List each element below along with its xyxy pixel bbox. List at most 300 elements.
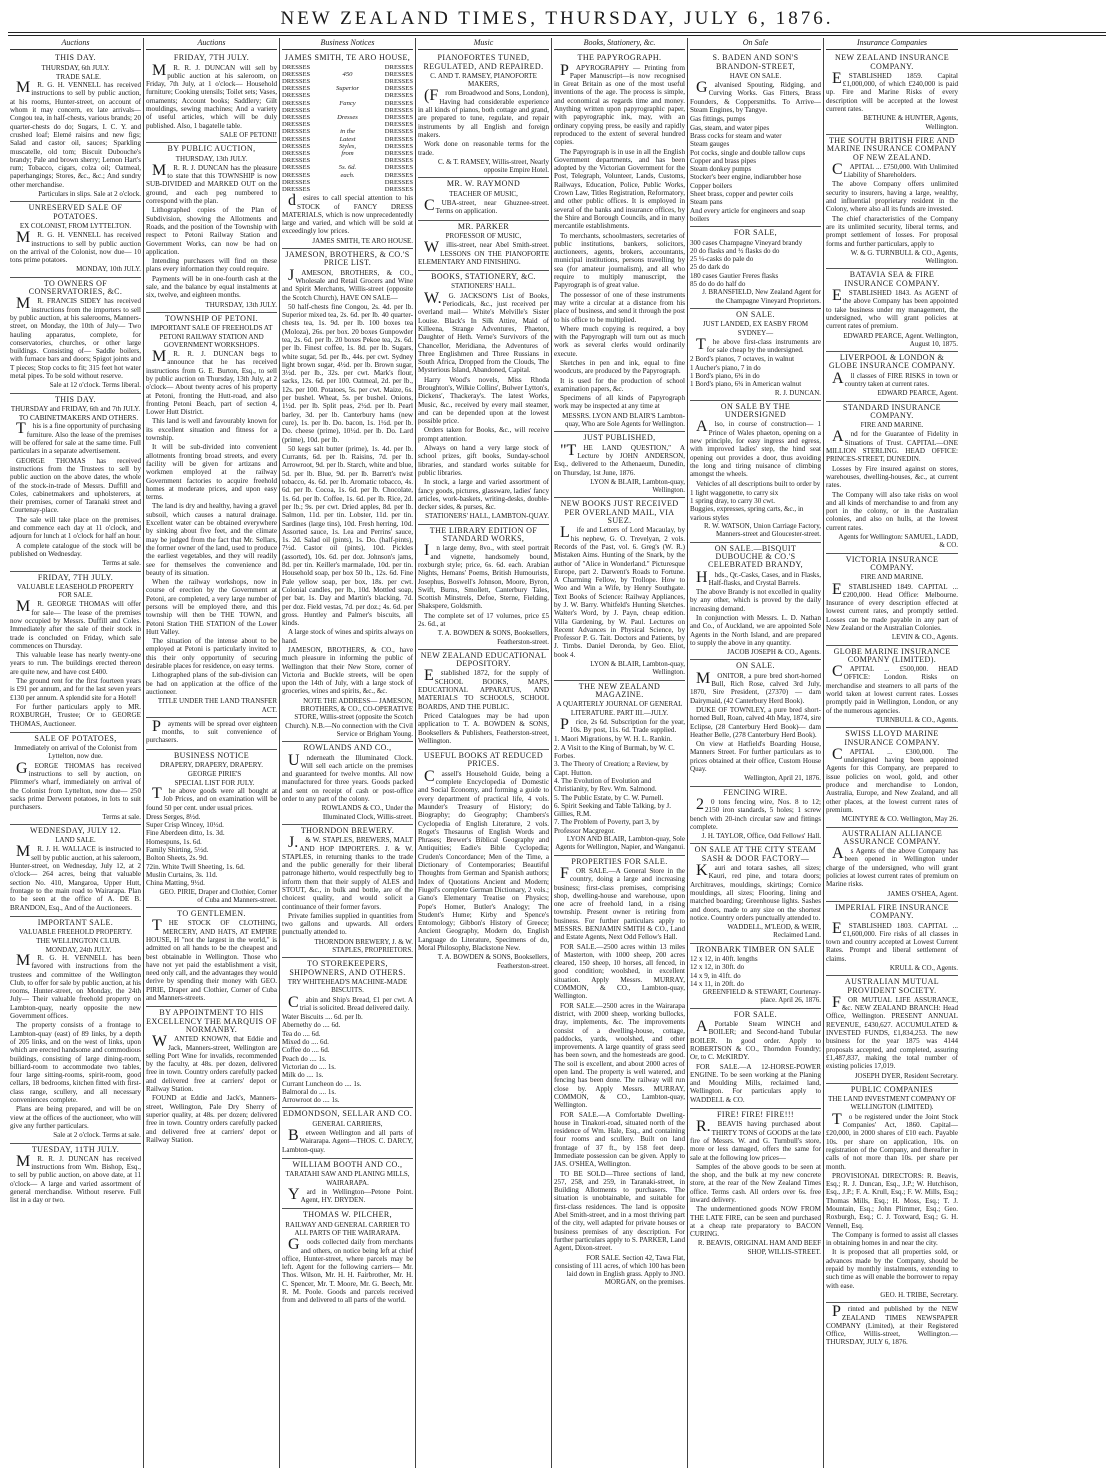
ad-signature: LYON AND BLAIR, Lambton-quay, Sole Agents for Wellington, Napier, and Wanganui. — [555, 835, 685, 852]
dresses-cell: DRESSES — [384, 157, 413, 165]
ad-title: ON SALE. — [736, 661, 775, 671]
dresses-row — [282, 92, 413, 99]
dresses-cell: in the — [340, 128, 355, 136]
ad-signature: EDWARD PEARCE, Agent. Wellington, August 10, 1875. — [843, 331, 958, 348]
dresses-cell: DRESSES — [282, 85, 311, 93]
ad-paragraph: Also, in course of construction— 1 Prince of Wales phaeton, opening on a new principle, for easy ingress and egress, with improved ladies' step, the hind seat opening out provides a door, thus avoiding the long and tiring nuisance of climbing amongst the wheels. — [690, 418, 821, 479]
ad-signature: FOR SALE. Section 42, Tawa Flat, consisting of 111 acres, of which 100 has been laid down in English grass. Apply to JNO. MORGAN, on the premises. — [554, 1253, 685, 1287]
column-3 — [280, 38, 416, 1468]
dresses-row — [282, 136, 413, 143]
ad-list-item: Victorian do .... 1s. — [282, 1062, 336, 1071]
ad-title: ON SALE. — [736, 309, 775, 319]
dresses-cell: each. — [340, 171, 355, 179]
ad-paragraph: Plans are being prepared, and will be on view at the offices of the auctioneer, who will give any further particulars. — [10, 1105, 141, 1130]
ad-paragraph: The above Company offers unlimited security to insurers, having a large, wealthy, and influential proprietary resident in the Colony, where also all its funds are invested. — [826, 180, 958, 214]
ad-title: BY APPOINTMENT TO HIS EXCELLENCY THE MARQUIS OF NORMANBY. — [146, 1008, 277, 1034]
ad-signature: JAMES O'SHEA, Agent. — [887, 889, 958, 898]
advertisement — [10, 278, 141, 394]
ad-paragraph: Price, 2s 6d. Subscription for the year, 10s. By post, 11s. 6d. Trade supplied. — [560, 715, 685, 735]
ad-paragraph: To be registered under the Joint Stock Companies' Act, 1860. Capital—£20,000, in 2000 shares of £10 each. Payable 10s. per share on application, 10s. on registration of the Company, and thereafter in calls of not more than 10s. per share per month. — [826, 1110, 958, 1171]
dresses-row — [282, 107, 413, 114]
ad-list-item: Arrowroot do .... 1s. — [282, 1096, 340, 1105]
dresses-cell: DRESSES — [384, 114, 413, 122]
dresses-cell: Styles, — [338, 142, 357, 150]
ad-paragraph: The situation of the intense about to be employed at Petoni is particularly invited to this their only opportunity of securing desirable places for residence, on easy terms. — [146, 637, 277, 671]
dresses-cell: DRESSES — [282, 63, 311, 71]
dresses-cell: DRESSES — [282, 178, 311, 186]
ad-paragraph: And for the Guarantee of Fidelity in Situations of Trust. CAPITAL—ONE MILLION STERLING. HEAD OFFICE: PRINCES-STREET, DUNEDIN. — [826, 428, 958, 464]
ad-paragraph: Samples of the above goods to be seen at the shop, and the bulk at my new concrete store, at the rear of the New Zealand Times office. Terms cash. All orders over 6s. free inward delivery. — [690, 1162, 821, 1204]
ad-title: THOMAS W. PILCHER, — [303, 1210, 392, 1220]
ad-paragraph: WANTED KNOWN, that Eddie and Jack, Manners-street, Wellington are selling Port Wine for invalids, recommended by the faculty, at 48s. per dozen, delivered free in town. Country orders carefully packed and delivered free at carriers' depot or Railway Station. — [146, 1033, 277, 1094]
ad-signature: R. J. DUNCAN. — [774, 388, 821, 397]
advertisement — [690, 844, 821, 943]
ad-paragraph: Galvanised Spouting, Ridging, and Curving Works. Gas Fitters, Brass Founders, & Coppersmiths. To Arrive—Steam Engines, by Tangye. — [690, 79, 821, 115]
column-7 — [824, 38, 960, 1468]
ad-title: TUESDAY, 11TH JULY. — [31, 1144, 120, 1154]
ad-list-item: 1. Maori Migrations, by W. H. L. Rankin. — [554, 735, 673, 744]
ad-list-item: And every article for engineers and soap boilers — [690, 206, 806, 223]
ad-subtitle: Immediately on arrival of the Colonist from Lyttelton, now due. — [14, 744, 137, 761]
dresses-cell: DRESSES — [384, 186, 413, 194]
advertisement — [826, 554, 958, 646]
column-header: Books, Stationery, &c. — [554, 38, 685, 50]
ad-list-item: 1 Bord's piano, 6¾ in American walnut — [690, 380, 802, 389]
ad-paragraph: In conjunction with Messrs. L. D. Nathan and Co., of Auckland, we are appointed Sole Agents in the North Island, and are prepared to supply the above in any quantity. — [690, 614, 821, 647]
advertisement — [146, 750, 277, 908]
ad-list-item: Sheet brass, copper and pewter coils — [690, 190, 794, 199]
ad-paragraph: MR. J. H. WALLACE is instructed to sell by public auction, at his saleroom, Hunter-street, on Wednesday, July 12, at 2 o'clock— 264 acres, being that valuable section No. 410, Mangaroa, Upper Hutt, frontage to the main road to Wairarapa. Plan to be seen at the office of A. DE B. BRANDON, Esq., And of the Auctioneers. — [10, 843, 141, 912]
ad-list-item: 20 do flasks and ½ flasks do do — [690, 246, 780, 255]
ad-title: TOWNSHIP OF PETONI. — [164, 313, 258, 323]
ad-paragraph: It will be sub-divided into convenient allotments fronting broad streets, and every facility will be given for artizans and workmen employed at the railway Government factories to acquire freehold homes at moderate prices, and upon easy terms. — [146, 443, 277, 502]
ad-list-item: Buggies, expresses, spring carts, &c., in various styles — [690, 505, 804, 522]
ad-list-item: Gas, steam, and water pipes — [690, 123, 770, 132]
dresses-cell: DRESSES — [384, 121, 413, 129]
ad-list-item: 7. The Problem of Poverty, part 3, by Professor Macgregor. — [554, 818, 660, 835]
dresses-cell: Latest — [339, 135, 356, 143]
dresses-cell: DRESSES — [384, 63, 413, 71]
advertisement — [826, 1084, 958, 1303]
advertisement — [10, 52, 141, 202]
ad-signature: TURNBULL & CO., Agents. — [875, 715, 958, 724]
ad-paragraph: Where much copying is required, a boy with the Papyrograph will turn out as much work as several clerks would ordinarily execute. — [554, 324, 685, 358]
dresses-cell: DRESSES — [282, 150, 311, 158]
ad-title: TO GENTLEMEN. — [177, 909, 246, 919]
ad-signature: BETHUNE & HUNTER, Agents, Wellington. — [863, 114, 958, 131]
ad-title: FENCING WIRE. — [723, 787, 788, 797]
ad-subtitle: LAND SALE. — [55, 836, 96, 845]
column-header: Business Notices — [282, 38, 413, 50]
ad-list-item: Super Crisp Wincey, 10½d. — [146, 821, 224, 830]
dresses-cell: DRESSES — [282, 157, 311, 165]
dresses-cell: from — [341, 150, 354, 158]
ad-paragraph: The chief characteristics of the Company are its unlimited security, liberal terms, and prompt settlement of losses. For proposal forms and further particulars, apply to — [826, 214, 958, 248]
dresses-row — [282, 121, 413, 128]
ad-paragraph: Life and Letters of Lord Macaulay, by his nephew, G. O. Trevelyan, 2 vols. Records of the Past, vol. 6. Greg's (W. R.) Mistaken Aims. Hunting of the Snark, by the author of "Alice in Wonderland." Picturesque Europe, part 2. Darwent's Roads to Fortune. A Charming Fellow, by Trollope. How to Woo and Win a Wife, by Henry Southgate. Text Books of Science: Railway Appliances, by J. W. Barry. Whitfeld's Hunting Sketches. Walter's Word, by J. Payn, cheap edition. Villa Gardening, by W. Paul. Lectures on Recent Advances in Physical Science, by Professor P. G. Tait. Doctors and Patients, by J. Timbs. Daniel Deronda, by Geo. Eliot, book 4. — [554, 524, 685, 659]
ad-paragraph: 50 half-chests fine Congou, 2s. 4d. per lb. Superior mixed tea, 2s. 6d. per lb. 40 quarter-chests tea, 1s. 9d. per lb. 100 boxes tea (Moloza), 26s. per box. 20 boxes Gunpowder tea, 2s. 6d. per lb. 20 boxes Pekoe tea, 2s. 6d. per lb. Finest coffee, 1s. 8d. per lb. Sugars, white sugar, 5d. per lb., 44s. per cwt. Sydney light brown sugar, 4½d. per lb. Brown sugar, 3½d. per lb., 32s. per cwt. Mark's flour, sacks, 12s. 6d. per 100. Oatmeal, 2d. per lb., 12s. per 100. Potatoes, 5s. per cwt. Maize, 6s. per bushel. Wheat, 5s. per bushel. Onions, 1½d. per lb. Split peas, 2½d. per lb. Pearl barley, 3d. per lb. Canterbury hams (new cure), 1s. per lb. Do. bacon, 1s. 1½d. per lb. Do. cheese (prime), 10½d. per lb. Do. Lard (prime), 10d. per lb. — [282, 302, 413, 444]
ad-signature: MCINTYRE & CO. Wellington, May 26. — [841, 815, 958, 824]
advertisement — [10, 733, 141, 825]
advertisement — [826, 976, 958, 1084]
ad-paragraph: When the railway workshops, now in course of erection by the Government at Petoni, are completed, a very large number of persons will be employed there, and this township will then be THE TOWN, and Petoni Station THE STATION of the Lower Hutt Valley. — [146, 578, 277, 636]
advertisement — [418, 525, 549, 650]
ad-list-item: Coffee do .... 6d. — [282, 1046, 330, 1055]
dresses-row — [282, 114, 413, 121]
ad-paragraph: FOR SALE.—2500 acres in the Wairarapa district, with 2000 sheep, working bullocks, dray, implements, &c. The improvements consist of a dwelling-house, cottage, paddocks, yards, woolshed, and other improvements. A large quantity of grass seed has been sown, and the homesteads are good. The soil is excellent, and about 2000 acres of open land. The property is well watered, and fencing has been done. The railway will run close by. Apply Messrs. MURRAY, COMMON, & CO., Lambton-quay, Wellington. — [554, 1001, 685, 1110]
ad-list-item: 25 ¼-casks do pale do — [690, 255, 754, 264]
ad-paragraph: Underneath the Illuminated Clock. Will sell each article on the premises and guaranteed for twelve months. All now manufactured for three years. Goods packed and sent on receipt of cash or post-office order to any part of the colony. — [282, 751, 413, 804]
ad-paragraph: The Company will also take risks on wool and all kinds of merchandise to and from any port in the colony, or in the Australian colonies, and also on hulls, at the lowest current rates. — [826, 490, 958, 532]
ad-title: BATAVIA SEA & FIRE INSURANCE COMPANY. — [844, 270, 940, 288]
dresses-cell: DRESSES — [282, 106, 311, 114]
advertisement — [690, 1009, 821, 1109]
ad-paragraph: Losses by Fire insured against on stores, warehouses, dwelling-houses, &c., at current rates. — [826, 464, 958, 490]
ad-title: ON SALE AT THE CITY STEAM SASH & DOOR FACTORY— — [694, 845, 817, 863]
ad-paragraph: ESTABLISHED 1803. CAPITAL ... £1,600,000. Fire risks of all classes in town and country accepted at Lowest Current Rates. Prompt and liberal settlement of claims. — [826, 919, 958, 963]
advertisement — [146, 908, 277, 1007]
ad-list — [690, 355, 821, 388]
ad-signature: W. & G. TURNBULL & CO., Agents, Wellington. — [850, 248, 958, 266]
advertisement — [826, 1303, 958, 1350]
ad-paragraph: DUKE OF TOWNLEY, a pure bred short-horned Bull, Roan, calved 4th May, 1874, sire Eclipse, (28 Canterbury Herd Book)— dam Heather Belle, (278 Canterbury Herd Book). — [690, 705, 821, 739]
ad-line: TO CABINETMAKERS AND OTHERS. — [18, 414, 139, 423]
dresses-cell: DRESSES — [384, 178, 413, 186]
ad-title: ON SALE.—BISQUIT DUBOUCHE & CO.'S CELEBRATED BRANDY, — [707, 543, 804, 570]
ad-paragraph: desires to call special attention to his STOCK of FANCY DRESS MATERIALS, which is now unprecedentedly large and varied, and which will be sold at exceedingly low prices. — [282, 192, 413, 236]
ad-subtitle: VALUABLE LEASEHOLD PROPERTY FOR SALE. — [17, 582, 134, 600]
ad-title: THE PAPYROGRAPH. — [577, 53, 662, 63]
ad-paragraph: Willis-street, near Abel Smith-street. LESSONS ON THE PIANOFORTE ELEMENTARY AND FINISHING. — [418, 239, 549, 266]
advertisement — [554, 856, 685, 1290]
advertisement — [690, 944, 821, 1009]
ad-paragraph: MONITOR, a pure bred short-horned Bull, Rich Rose, calved 3rd July, 1870, Sire President, (27370) — dam Dairymaid, (42 Canterbury Herd Book). — [690, 669, 821, 705]
ad-title: MR. W. RAYMOND — [446, 179, 521, 189]
ad-paragraph: Established 1872, for the supply of SCHOOL BOOKS, MAPS, EDUCATIONAL APPARATUS, AND MATERIALS TO SCHOOLS, SCHOOL BOARDS, AND THE PUBLIC. — [418, 667, 549, 711]
ad-subtitle: A QUARTERLY JOURNAL OF GENERAL LITERATURE. PART III.—JULY. — [556, 700, 683, 717]
dresses-cell: DRESSES — [384, 135, 413, 143]
ad-paragraph: In large demy, 8vo., with steel portrait and vignette, handsomely bound, roxburgh style; price, 6s. 6d. each. Arabian Nights, Hemans' Poems, British Humourists, Josephus, Boswell's Johnson, Moore, Byron, Swift, Burns, Smollett, Canterbury Tales, Scottish Minstrels, Defoe, Sterne, Fielding, Shakspere, Goldsmith. — [418, 542, 549, 611]
dresses-row — [282, 143, 413, 150]
dresses-row — [282, 164, 413, 171]
advertisement — [690, 401, 821, 543]
ad-signature: J. H. TAYLOR, Office, Odd Fellows' Hall. — [701, 832, 821, 841]
ad-list-item: Copper boilers — [690, 181, 732, 190]
ad-paragraph: FOR SALE.—A Comfortable Dwelling-house in Tinakori-road, situated north of the residence of Wm. Hale, Esq., and containing four rooms and scullery. Built on land frontage of 37 ft., by 158 feet deep. Immediate possession can be given. Apply to JAS. O'SHEA, Wellington. — [554, 1110, 685, 1169]
advertisement — [418, 271, 549, 525]
dresses-cell: DRESSES — [282, 121, 311, 129]
ad-signature: Particulars in slips. Sale at 2 o'clock. — [38, 190, 141, 199]
ad-list-item: Brass cocks for steam and water — [690, 131, 782, 140]
ad-signature: WADDELL, M'LEOD, & WEIR, Reclaimed Land. — [727, 923, 821, 940]
ad-subtitle: PROFESSOR OF MUSIC, — [445, 231, 522, 240]
ad-paragraph: It is proposed that all properties sold, or advances made by the Company, should be repaid by monthly instalments, extending to such time as will enable the borrower to repay with ease. — [826, 1248, 958, 1290]
ad-paragraph: The undermentioned goods NOW FROM THE LATE FIRE, can be seen and purchased at a cheap rate preparatory to BACON CURING. — [690, 1205, 821, 1239]
ad-list-item: Copper and brass pipes — [690, 156, 756, 165]
advertisement — [146, 143, 277, 313]
ad-paragraph: The complete set of 17 volumes, price £5 2s. 6d., at — [418, 611, 549, 628]
ad-paragraph: Payments will be spread over eighteen months, to suit convenience of purchasers. — [146, 717, 277, 745]
dresses-row — [282, 128, 413, 135]
ad-paragraph: Private families supplied in quantities from two gallons and upwards. All orders punctually attended to. — [282, 911, 413, 937]
ad-list-item: 180 cases Gautier Freres flasks — [690, 271, 779, 280]
ad-paragraph: The above goods were all bought at Job Prices, and on examination will be found 50 per cent. under usual prices. — [146, 784, 277, 812]
advertisement — [10, 917, 141, 1144]
ad-signature: T. A. BOWDEN & SONS, Booksellers, Featherston-street. — [437, 629, 549, 646]
ad-list-item: Water Biscuits .... 6d. per lb. — [282, 1013, 363, 1022]
ad-paragraph: MR. R. J. DUNCAN has the pleasure to state that this TOWNSHIP is now SUB-DIVIDED and MARKED OUT on the ground, and each peg numbered to correspond with the plan. — [146, 161, 277, 206]
dresses-cell: DRESSES — [384, 78, 413, 85]
ad-paragraph: CUBA-street, near Ghuznee-street. Terms on application. — [424, 197, 549, 216]
advertisement — [282, 825, 413, 958]
ad-title: EDMONDSON, SELLAR AND CO. — [282, 1109, 413, 1119]
advertisement — [826, 828, 958, 902]
ad-paragraph: JAMESON, BROTHERS, & CO., have much pleasure in informing the public of Wellington that their New Store, corner of Victoria and Buckle streets, will be open upon the 14th of July, with a large stock of groceries, wines and spirits, &c., &c. — [282, 645, 413, 696]
ad-title: THE NEW ZEALAND MAGAZINE. — [578, 681, 661, 699]
ad-signature: SALE OF PETONI! — [219, 130, 277, 139]
dresses-row — [282, 157, 413, 164]
masthead-rule — [8, 32, 1106, 36]
ad-subtitle: IMPORTANT SALE OF FREEHOLDS AT PETONI RAILWAY STATION AND GOVERNMENT WORKSHOPS. — [150, 324, 273, 349]
ad-title: USEFUL BOOKS AT REDUCED PRICES. — [423, 751, 544, 769]
ad-subtitle: THURSDAY and FRIDAY, 6th and 7th JULY. — [10, 404, 141, 413]
advertisement — [282, 742, 413, 825]
ad-paragraph: This valuable lease has nearly twenty-one years to run. The buildings erected thereon are quite new, and have cost £400. — [10, 651, 141, 676]
ad-title: JAMESON, BROTHERS, & CO.'S PRICE LIST. — [285, 250, 410, 268]
ad-paragraph: ESTABLISHED 1859. Capital £1,000,000, of which £240,000 is paid up. Fire and Marine Risks of every description will be accepted at the lowest current rates. — [826, 69, 958, 114]
ad-list-item: 85 do do do half do — [690, 280, 746, 289]
ad-list-item: China Matting, 9½d. — [146, 879, 205, 888]
ad-paragraph: Priced Catalogues may be had upon application to T. A. BOWDEN & SONS, Booksellers & Publishers, Featherston-street, Wellington. — [418, 711, 549, 745]
advertisement — [282, 1209, 413, 1308]
ad-title: IRONBARK TIMBER ON SALE — [696, 944, 815, 954]
ad-paragraph: THE STOCK OF CLOTHING, MERCERY, AND HATS, AT EMPIRE HOUSE, H "not the largest in the world," is admitted on all hands to be the cheapest and best obtainable in Wellington. Those who have not yet paid the establishment a visit, need only call, and the advantages they would derive by spending their money with GEO. PIRIE, Draper and Clothier, Corner of Cuba and Manners-streets. — [146, 917, 277, 1003]
ad-paragraph: 20 tons fencing wire, Nos. 8 to 12; 2150 iron standards, 5 holes; 1 screw bench with 20-inch circular saw and fittings complete. — [690, 795, 821, 831]
dresses-cell: 5s. 6d. — [338, 164, 357, 172]
advertisement — [826, 402, 958, 554]
ad-list-item: 1 Aucher's piano, 7 in do — [690, 363, 761, 372]
dresses-cell: DRESSES — [384, 128, 413, 136]
ad-list-item: Balmoral do .... 1s. — [282, 1087, 336, 1096]
ad-paragraph: MR. FRANCIS SIDEY has received instructions from the importers to sell by public auction, at his salerooms, Manners-street, on Monday, the 10th of July— Two hauling apparatus, complete, for conservatories, churches, or other large buildings. Consisting of— Saddle boilers, with furnace bars and doors; Spigot joints and T pieces; Stop cocks to fit; 315 feet hot water metal pipes. To be sold without reserve. — [10, 295, 141, 380]
ad-list — [690, 955, 821, 988]
ad-signature: THORNDON BREWERY, J. & W. STAPLES, PROPRIETORS. — [314, 937, 413, 955]
ad-title: THIS DAY. — [55, 394, 96, 404]
ad-paragraph: For further particulars apply to MR. ROXBURGH, Trustee; Or to GEORGE THOMAS, Auctioneer. — [10, 702, 141, 728]
ad-paragraph: Lithographed plans of the sub-division can be had on application at the office of the auctioneer. — [146, 671, 277, 696]
ad-paragraph: Work done on reasonable terms for the trade. — [418, 140, 549, 157]
ad-line: SPECIAL LIST FOR JULY. — [174, 778, 255, 787]
column-5 — [552, 38, 688, 1468]
ad-signature: Sale at 12 o'clock. Terms liberal. — [49, 381, 141, 390]
dresses-cell: DRESSES — [384, 171, 413, 179]
ad-paragraph: FOR SALE.—2500 acres within 13 miles of Masterton, with 1000 sheep, 200 acres cleared, 150 sheep, 10 horses, all fenced, in good condition; woolshed, in excellent situation. Apply Messrs. MURRAY, COMMON, & CO., Lambton-quay, Wellington. — [554, 942, 685, 1001]
advertisement — [418, 52, 549, 178]
dresses-row — [282, 100, 413, 107]
ad-title: PIANOFORTES TUNED, REGULATED, AND REPAIRED. — [423, 53, 544, 71]
ad-paragraph: The possessor of one of these instruments may write a circular at a distance from his place of business, and send it through the post to his office to be multiplied. — [554, 290, 685, 324]
advertisement — [554, 52, 685, 432]
ad-title: AUSTRALIAN MUTUAL PROVIDENT SOCIETY. — [844, 977, 940, 995]
column-2 — [144, 38, 280, 1468]
ad-paragraph: APortable Steam WINCH and BOILER; and Second-hand Tubular BOILER. In good order. Apply to ROBERTSON & CO., Thorndon Foundry; Or, to C. McKIRDY. — [690, 1018, 821, 1062]
ad-paragraph: Cabin and Ship's Bread, £1 per cwt. A trial is solicited. Bread delivered daily. — [288, 993, 413, 1012]
ad-signature: ROWLANDS & CO., Under the Illuminated Clock, Willis-street. — [321, 804, 413, 821]
ad-list — [554, 735, 685, 835]
ad-signature: GEO. PIRIE, Draper and Clothier, Corner of Cuba and Manners-street. — [159, 887, 277, 904]
dresses-cell: DRESSES — [282, 92, 311, 100]
ad-signature: MESSRS. LYON AND BLAIR'S Lambton-quay, Who are Sole Agents for Wellington. — [562, 411, 685, 429]
ad-signature: JACOB JOSEPH & CO., Agents. — [727, 648, 821, 657]
ad-paragraph: TO BE SOLD—Three sections of land, 257, 258, and 259, in Taranaki-street, in Building Allotments to purchasers. The situation is unobtainable, and suitable for first-class residences. The land is opposite Abel Smith-street, and in a most thriving part of the city, well adapted for private houses or business premises of any description. For further particulars apply to S. PARKER, Land Agent, Dixon-street. — [554, 1169, 685, 1253]
ad-signature: Terms at sale. — [102, 812, 141, 821]
ad-paragraph: (From Broadwood and Sons, London), Having had considerable experience in all kinds of pianos, both cottage and grand, are prepared to tune, regulate, and repair instruments by all English and foreign makers. — [418, 87, 549, 139]
ad-list — [282, 1013, 413, 1104]
ad-list-item: 2 Bord's pianos, 7 octaves, in walnut — [690, 355, 795, 364]
advertisement — [690, 660, 821, 786]
dresses-cell: DRESSES — [384, 164, 413, 172]
ad-list-item: Steam donkey pumps — [690, 165, 752, 174]
advertisement — [554, 432, 685, 498]
ad-paragraph: The above Brandy is not excelled in quality by any other, which is proved by the daily increasing demand. — [690, 588, 821, 613]
ad-paragraph: Sketches in pen and ink, equal to fine woodcuts, are produced by the Papyrograph. — [554, 358, 685, 376]
ad-list-item: Currant Luncheon do .... 1s. — [282, 1079, 362, 1088]
ad-paragraph: The Company is formed to assist all classes in obtaining homes in and near the city. — [826, 1230, 958, 1248]
advertisement — [690, 309, 821, 401]
advertisement — [554, 498, 685, 680]
ad-paragraph: Always on hand a very large stock of school prizes, gift books, Sunday-school libraries, and standard works suitable for public libraries. — [418, 444, 549, 477]
ad-subtitle: HAVE ON SALE. — [729, 71, 782, 80]
advertisement — [282, 249, 413, 742]
ad-title: NEW BOOKS JUST RECEIVED PER OVERLAND MAIL, VIA SUEZ. — [560, 499, 679, 526]
ad-paragraph: MR. R. J. DUNCAN will sell by public auction at his saleroom, on Friday, 7th July, at 1 o'clock— Household furniture; Cooking utensils; Toilet sets; Vases, ornaments; Account books; Saddlery; Gilt mouldings, sewing machines; And a variety of useful articles, which will be duly published. Also, 1 bagatelle table. — [146, 61, 277, 130]
ad-paragraph: It is used for the production of school examination papers, &c. — [554, 376, 685, 393]
dresses-grid — [282, 64, 413, 194]
ad-subtitle: RAILWAY AND GENERAL CARRIER TO ALL PARTS OF THE WAIRARAPA. — [285, 1220, 410, 1237]
ad-list-item: Mixed do .... 6d. — [282, 1038, 329, 1047]
ad-paragraph: PAPYROGRAPHY — Printing from Paper Manuscript—is now recognised in Great Britain as one of the most useful inventions of the age. The process is simple, and economical as regards time and money. Anything written upon papyrographic paper, with papyrographic ink, may, with an ordinary copying press, be easily and rapidly reproduced to the extent of several hundred copies. — [554, 61, 685, 147]
ad-subtitle: DRAPERY, DRAPERY, DRAPERY. — [160, 761, 263, 770]
ad-subtitle: TARATAHI SAW AND PLANING MILLS, WAIRARAPA. — [285, 1170, 410, 1187]
ad-signature: EDWARD PEARCE, Agent. — [877, 389, 958, 398]
newspaper-page — [8, 6, 1106, 1468]
ad-paragraph: ESTABLISHED 1849. CAPITAL ... £200,000. Head Office: Melbourne. Insurance of every description effected at lowest current rates, and promptly settled. Losses can be made payable in any part of New Zealand or the Australian Colonies. — [826, 580, 958, 632]
ad-paragraph: GEORGE THOMAS has received instructions to sell by auction, on Plimmer's wharf, immediately on arrival of the Colonist from Lyttelton, now due— 250 sacks prime Derwent potatoes, in lots to suit purchasers. — [10, 759, 141, 812]
ad-subtitle: THURSDAY, 13th JULY. — [175, 154, 248, 163]
ad-subtitle: THURSDAY, 6th JULY. — [41, 63, 110, 72]
ad-list-item: Family Shirting, 5½d. — [146, 846, 209, 855]
ad-title: STANDARD INSURANCE COMPANY. — [843, 402, 941, 420]
dresses-row — [282, 172, 413, 179]
advertisement — [826, 269, 958, 352]
ad-paragraph: JAMESON, BROTHERS, & CO., Wholesale and Retail Grocers and Wine and Spirit Merchants, Willis-street (opposite the Scotch Church), HAVE ON SALE— — [282, 266, 413, 302]
ad-signature: R. BEAVIS, ORIGINAL HAM AND BEEF SHOP, WILLIS-STREET. — [697, 1239, 821, 1256]
ad-paragraph: GEORGE THOMAS has received instructions from the Trustees to sell by public auction on the above dates, the whole of the stock-in-trade of Messrs. Duffill and Coles, cabinetmakers and upholsterers, at their premises, corner of Taranaki street and Courtenay-place. — [10, 456, 141, 515]
advertisement — [282, 958, 413, 1108]
ad-paragraph: CAPITAL ... £750,000. With Unlimited Liability of Shareholders. — [832, 160, 958, 180]
ad-subtitle: STATIONERS' HALL. — [451, 282, 516, 291]
ad-paragraph: The property consists of a frontage to Lambton-quay (east) of 89 links, by a depth of 205 links, and on the west of links, upon which are erected handsome and commodious buildings, consisting of large dining-room, billiard-room to accommodate two tables, four large sitting-rooms, spirit-room, good cellars, 18 bedrooms, kitchen fitted with first-class range, scullery, and all necessary conveniences complete. — [10, 1021, 141, 1105]
ad-title: IMPERIAL FIRE INSURANCE COMPANY. — [835, 902, 949, 921]
ad-title: THORNDON BREWERY. — [300, 825, 395, 835]
dresses-cell: DRESSES — [282, 99, 311, 107]
ad-subtitle: FIRE AND MARINE. — [860, 573, 924, 582]
ad-line: TRADE SALE. — [56, 72, 101, 81]
ad-title: BOOKS, STATIONERY, &C. — [431, 272, 536, 282]
ad-title: FOR SALE. — [733, 1009, 778, 1019]
advertisement — [690, 787, 821, 845]
ad-paragraph: As Agents of the above Company has been opened in Wellington under charge of the undersigned, who will grant policies at lowest current rates of premium on Marine risks. — [826, 845, 958, 889]
column-header: Auctions — [10, 38, 141, 50]
advertisement — [10, 572, 141, 733]
ad-paragraph: Between Wellington and all parts of Wairarapa. Agent—THOS. C. DARCY, Lambton-quay. — [282, 1127, 413, 1154]
ad-signature: MONDAY, 10th JULY. — [76, 265, 141, 274]
ad-list-item: Peach do .... 1s. — [282, 1054, 327, 1063]
ad-title: VICTORIA INSURANCE COMPANY. — [845, 554, 939, 572]
ad-subtitle: C. AND T. RAMSEY, PIANOFORTE MAKERS, — [430, 71, 537, 89]
ad-paragraph: Printed and published by the NEW ZEALAND TIMES NEWSPAPER COMPANY (Limited), at their Registered Office, Willis-street, Wellington.—THURSDAY, JULY 6, 1876. — [826, 1303, 958, 1347]
ad-paragraph: Lithographed copies of the Plan of Subdivision, showing the Allotments and Roads, and the position of the Township with respect to Petoni Railway Station and Government Works, can now be had on application. — [146, 206, 277, 256]
ad-paragraph: CAPITAL ... £500,000. HEAD OFFICE: London. Risks on merchandise and steamers to all parts of the world taken at lowest current rates. Losses promptly paid in Wellington, London, or any of the numerous agencies. — [826, 663, 958, 715]
ad-title: JAMES SMITH, TE ARO HOUSE, — [284, 53, 411, 63]
ad-title: THE SOUTH BRITISH FIRE AND MARINE INSURANCE COMPANY OF NEW ZEALAND. — [826, 135, 958, 162]
ad-paragraph: All classes of FIRE RISKS in town or country taken at current rates. — [832, 369, 958, 388]
ad-list-item: Steam pans — [690, 198, 723, 207]
dresses-cell: DRESSES — [384, 106, 413, 114]
ad-list-item: 14 x 9, in 41ft. do — [690, 971, 741, 980]
ad-title: WILLIAM BOOTH AND CO., — [292, 1159, 403, 1169]
advertisement — [690, 52, 821, 227]
ad-list-item: 12 x 12, in 40ft. lengths — [690, 954, 758, 963]
ad-paragraph: FOR SALE.—A 12-HORSE-POWER ENGINE. To be seen working at the Planing and Moulding Mills, reclaimed land, Wellington. For particulars apply to WADDELL & CO. — [690, 1062, 821, 1104]
ad-signature: NOTE THE ADDRESS— JAMESON, BROTHERS, & CO., CO-OPERATIVE STORE, Willis-street (opposite the Scotch Church). N.B.—No connection with the Civil Service or Brigham Young. — [285, 696, 413, 738]
ad-list-item: 6. Spirit Seeking and Table Talking, by J. Gillies, R.M. — [554, 801, 671, 819]
ad-list-item: Steam gauges — [690, 140, 730, 149]
ad-paragraph: Specimens of all kinds of Papyrograph work may be inspected at any time at — [554, 394, 685, 411]
ad-list-item: 1 light waggonette, to carry six — [690, 488, 779, 497]
ad-list-item: 1 Bord's piano, 6¾ in do — [690, 371, 760, 380]
ad-signature: TITLE UNDER THE LAND TRANSFER ACT. — [157, 697, 277, 714]
ad-signature: GREENFIELD & STEWART, Courtenay-place. April 26, 1876. — [702, 988, 821, 1005]
ad-paragraph: The above first-class instruments are for sale cheap by the undersigned. — [696, 335, 821, 355]
ad-title: UNRESERVED SALE OF POTATOES. — [28, 203, 123, 221]
ad-signature: JAMES SMITH, TE ARO HOUSE. — [312, 236, 413, 245]
ad-line: MONDAY, 24th JULY. — [45, 945, 112, 954]
ad-title: AUSTRALIAN ALLIANCE ASSURANCE COMPANY. — [841, 828, 943, 846]
advertisement — [690, 227, 821, 309]
ad-paragraph: Cassell's Household Guide, being a complete Encyclopedia of Domestic and Social Economy, and forming a guide to every department of practical life, 4 vols. Maunder's Treasury of History; do Biography; do Geography; Chambers's Cyclopedia of English Literature, 2 vols. Roget's Thesaurus of English Words and Phrases; Brewer's Biblical Geography and Antiquities; Eadie's Bible Cyclopedia; Cruden's Concordance; Men of the Time, a Dictionary of Contemporaries; Beautiful Thoughts from German and Spanish authors; Index of Quotations Ancient and Modern; Fiugel's complete German Dictionary, 2 vols.; Gano's Elementary Treatise on Physics; Pope's Homer, Butler's Analogy; The Student's Hume; Kirby and Spence's Entomology; Gibbon's History of Greece; Ancient Geography, Modern do, English Language do Literature, Specimens of do, Moral Philosophy, Blackstone New. — [418, 767, 549, 952]
ad-list — [690, 239, 821, 289]
ad-list-item: 3. The Theory of Creation; a Review, by Capt. Hutton. — [554, 760, 669, 777]
ad-list-item: 1 spring dray, to carry 30 cwt. — [690, 497, 776, 506]
ad-paragraph: MR. G. H. VENNELL has received instructions to sell by public auction on the arrival of the Colonist, now due— 10 tons prime potatoes. — [10, 229, 141, 265]
advertisement — [418, 650, 549, 750]
advertisement — [826, 352, 958, 401]
ad-paragraph: FOR SALE.—A General Store in the country, doing a large and increasing business; first-class premises, comprising shop, dwelling-house and warehouse, upon one acre of freehold land, in a rising township. Present owner is retiring from business. For further particulars apply to MESSRS. BENJAMIN SMITH & CO., Land and Estate Agents, Next Odd Fellow's Hall. — [554, 864, 685, 942]
ad-signature: JOSEPH DYER, Resident Secretary. — [854, 1071, 958, 1080]
dresses-cell: DRESSES — [384, 85, 413, 93]
ad-paragraph: CAPITAL ... £300,000. The undersigned having been appointed Agents for this Company, are prepared to issue policies on wool, gold, and other produce and merchandise to London, Australia, Europe, and New Zealand, and all other places, at the lowest current rates of premium. — [826, 745, 958, 814]
ad-list — [690, 115, 821, 223]
dresses-cell: DRESSES — [384, 150, 413, 158]
column-header: Music — [418, 38, 549, 50]
dresses-cell: DRESSES — [282, 186, 311, 194]
ad-signature: Wellington, April 21, 1876. — [744, 774, 821, 783]
dresses-row — [282, 78, 413, 85]
ad-paragraph: PROVISIONAL DIRECTORS: R. Beavis, Esq.; R. J. Duncan, Esq., J.P.; W. Hutchison, Esq., J.P.; F. A. Krull, Esq.; F. W. Mills, Esq.; Thomas Mills, Esq.; H. Moss, Esq.; T. J. Mountain, Esq.; John Plimmer, Esq.; Geo. Roxburgh, Esq.; C. J. Toxward, Esq.; G. H. Vennell, Esq. — [826, 1171, 958, 1230]
ad-signature: Terms at sale. — [102, 559, 141, 568]
advertisement — [146, 313, 277, 718]
